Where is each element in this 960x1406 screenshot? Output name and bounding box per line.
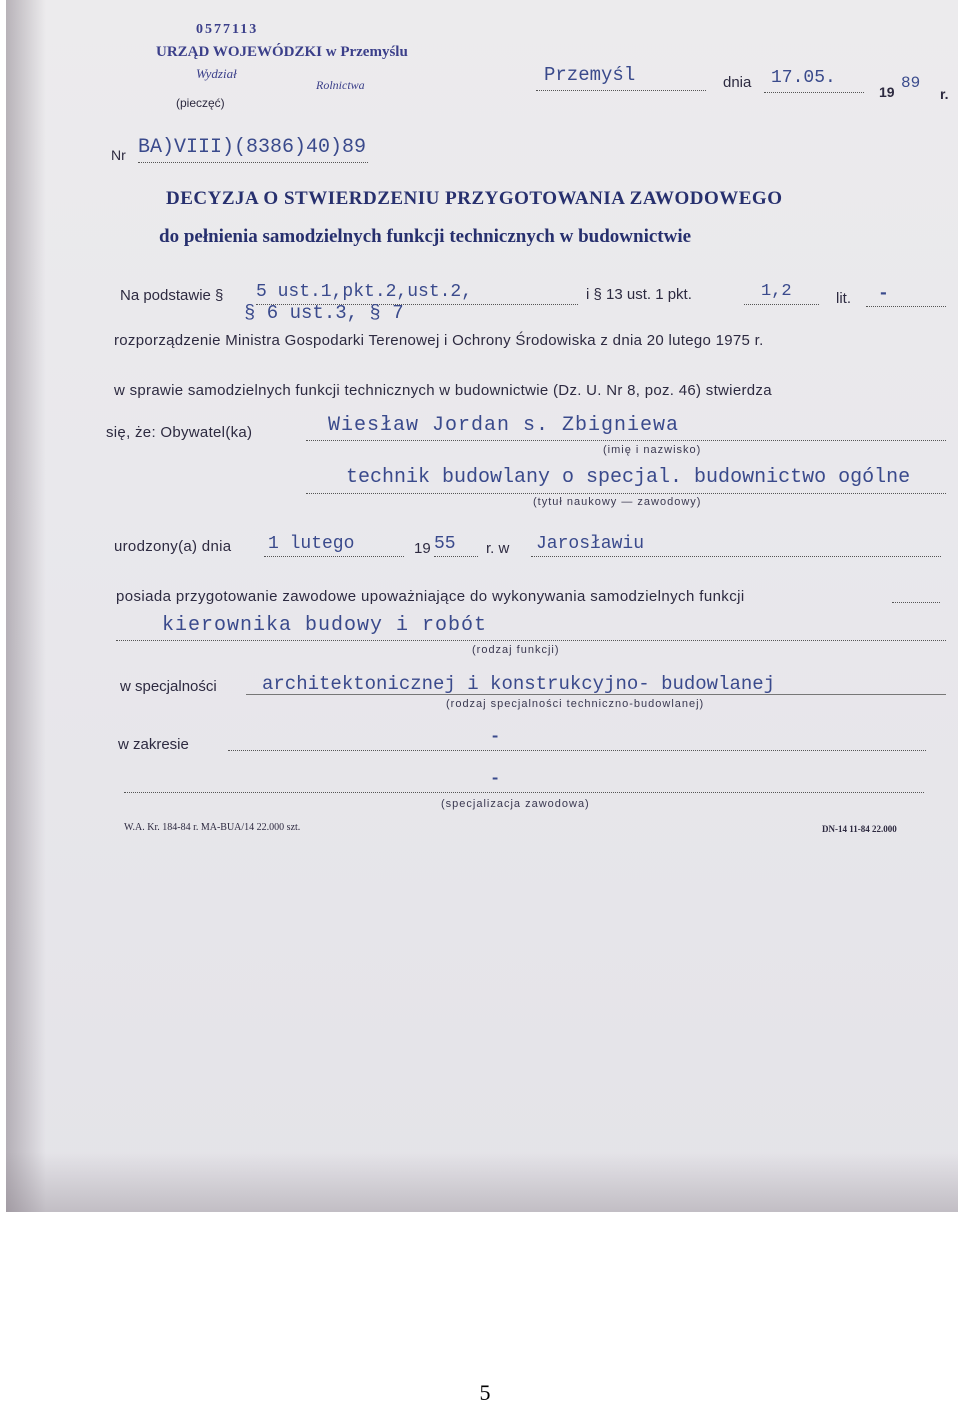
date-value: 17.05. — [771, 68, 836, 88]
date-dotline — [764, 92, 864, 93]
specialty-caption: (rodzaj specjalności techniczno-budowlanej) — [446, 698, 705, 710]
scope-value-2: - — [490, 770, 501, 789]
born-label: urodzony(a) dnia — [114, 538, 232, 555]
scope-dotline-2 — [124, 792, 924, 793]
legal-lit: lit. — [836, 290, 851, 307]
person-title: technik budowlany o specjal. budownictwo ogólne — [346, 466, 911, 489]
reference-label: Nr — [111, 147, 126, 163]
person-title-caption: (tytuł naukowy — zawodowy) — [533, 496, 702, 508]
place: Przemyśl — [544, 64, 636, 86]
legal-typed-lit: - — [878, 284, 889, 304]
stamp-number: 0577113 — [196, 22, 259, 37]
person-name: Wiesław Jordan s. Zbigniewa — [328, 414, 680, 437]
form-code: DN-14 11-84 22.000 — [822, 824, 897, 834]
reference-dotline — [138, 162, 368, 163]
legal-typed-pkt: 1,2 — [761, 282, 792, 301]
person-statement: się, że: Obywatel(ka) — [106, 424, 253, 441]
born-place: Jarosławiu — [536, 534, 645, 554]
legal-typed-part1: 5 ust.1,pkt.2,ust.2, — [256, 282, 473, 302]
stamp-office: URZĄD WOJEWÓDZKI w Przemyślu — [156, 44, 408, 60]
function-caption: (rodzaj funkcji) — [472, 644, 560, 656]
legal-dotline-3 — [866, 306, 946, 307]
reference-value: BA)VIII)(8386)40)89 — [138, 136, 367, 159]
function-name: kierownika budowy i robót — [162, 614, 488, 637]
scope-value: - — [490, 728, 501, 747]
year-suffix: r. — [940, 86, 949, 102]
legal-intro: Na podstawie § — [120, 287, 224, 304]
regulation-line: rozporządzenie Ministra Gospodarki Terenowej i Ochrony Środowiska z dnia 20 lutego 1975 r. — [114, 332, 764, 349]
shadow-bottom — [6, 1152, 958, 1212]
born-date-dotline — [264, 556, 404, 557]
function-dotline — [116, 640, 946, 641]
scope-dotline — [228, 750, 926, 751]
document-photo — [6, 0, 958, 1212]
page-number: 5 — [479, 1380, 491, 1405]
born-place-label: r. w — [486, 540, 510, 557]
legal-dotline-2 — [744, 304, 819, 305]
stamp-department-suffix: Rolnictwa — [316, 78, 365, 92]
place-dotline — [536, 90, 706, 91]
decision-title: DECYZJA O STWIERDZENIU PRZYGOTOWANIA ZAWODOWEGO — [166, 188, 783, 209]
year-value: 89 — [901, 74, 921, 92]
specialty-value: architektonicznej i konstrukcyjno- budowlanej — [262, 673, 776, 695]
print-info: W.A. Kr. 184-84 r. MA-BUA/14 22.000 szt. — [124, 822, 301, 833]
year-prefix: 19 — [879, 84, 895, 100]
shadow-left — [6, 0, 46, 1212]
specialty-line — [246, 694, 946, 695]
born-year-prefix: 19 — [414, 540, 431, 557]
legal-typed-part2: § 6 ust.3, § 7 — [244, 302, 404, 324]
person-name-dotline — [306, 440, 946, 441]
date-label: dnia — [723, 74, 752, 91]
born-year: 55 — [434, 534, 456, 554]
person-name-caption: (imię i nazwisko) — [603, 444, 702, 456]
qualification-statement: posiada przygotowanie zawodowe upoważniające do wykonywania samodzielnych funkcji — [116, 588, 745, 605]
stamp-caption: (pieczęć) — [176, 96, 225, 110]
scope-label: w zakresie — [118, 736, 189, 753]
person-title-dotline — [306, 493, 946, 494]
matter-line: w sprawie samodzielnych funkcji technicznych w budownictwie (Dz. U. Nr 8, poz. 46) stwierdza — [114, 382, 772, 399]
born-place-dotline — [531, 556, 941, 557]
decision-subtitle: do pełnienia samodzielnych funkcji technicznych w budownictwie — [159, 226, 692, 247]
specialty-label: w specjalności — [120, 678, 217, 695]
legal-paragraph-13: i § 13 ust. 1 pkt. — [586, 286, 692, 303]
scope-caption: (specjalizacja zawodowa) — [441, 798, 590, 810]
born-date: 1 lutego — [268, 534, 355, 554]
qualification-dotline — [892, 602, 940, 603]
born-year-dotline — [434, 556, 478, 557]
stamp-department: Wydział — [196, 66, 237, 81]
